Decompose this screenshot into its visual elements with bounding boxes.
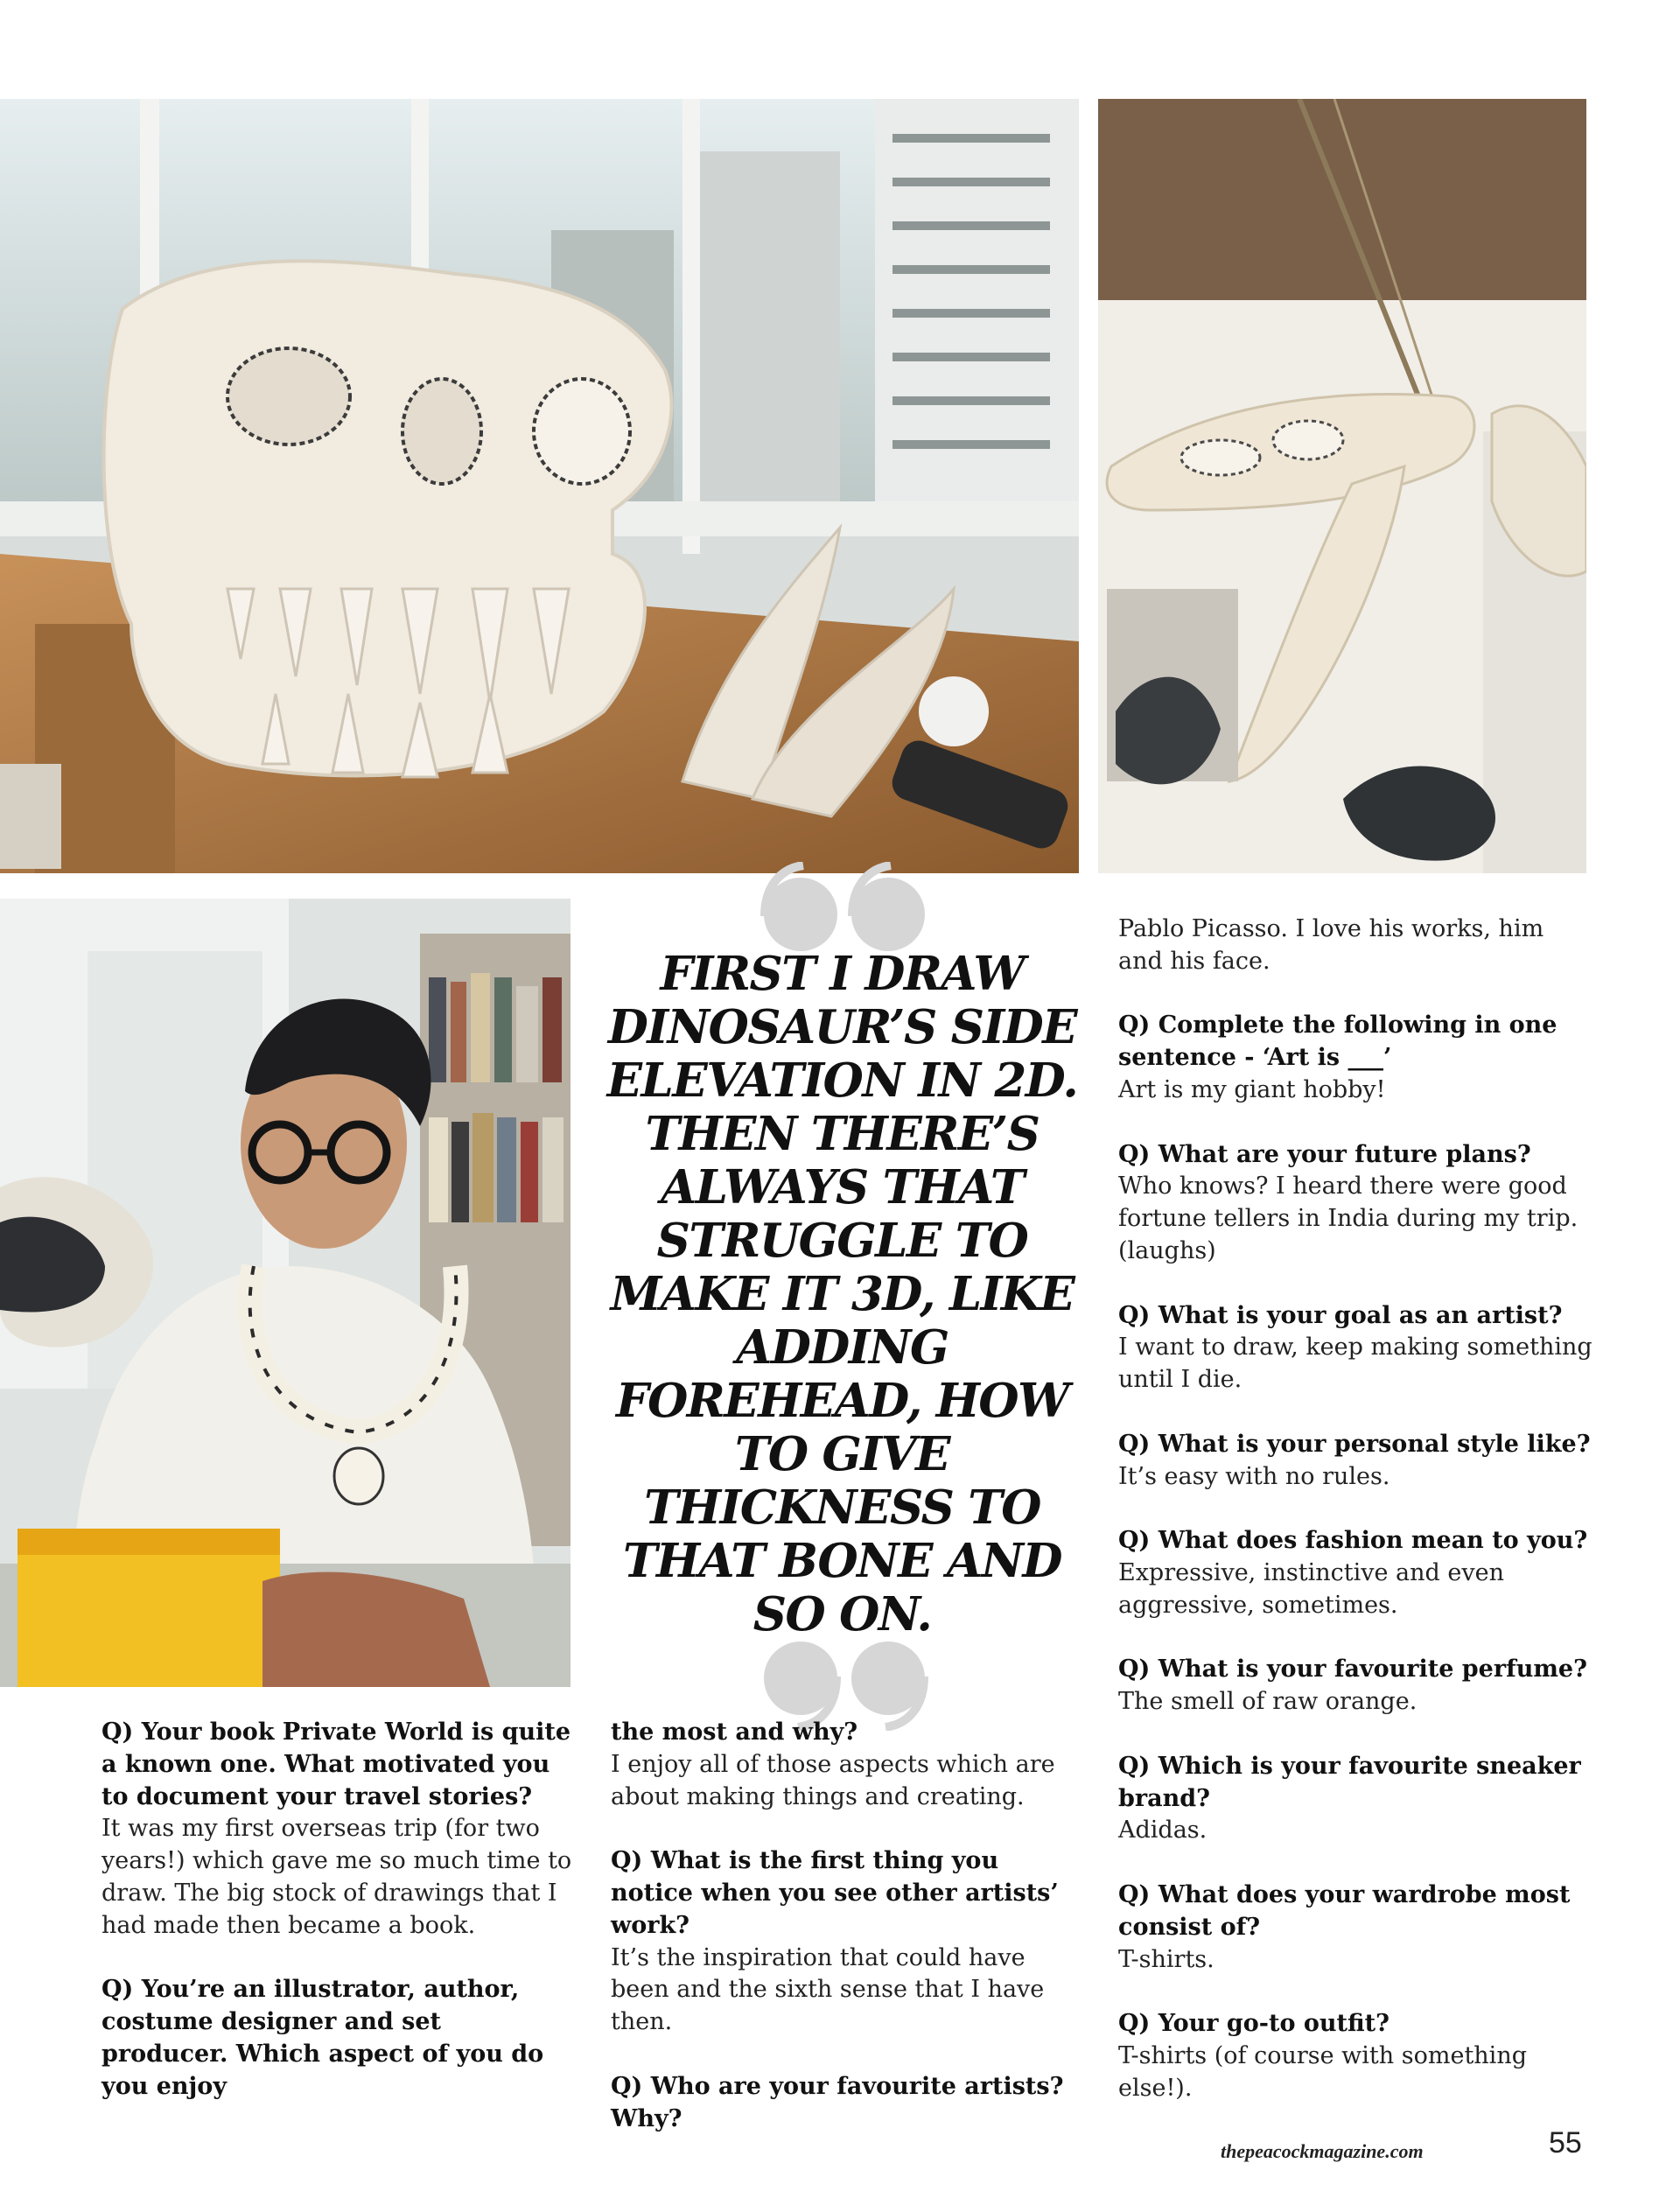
answer: T-shirts. <box>1118 1945 1214 1973</box>
question: Q) What is the first thing you notice when you see other artists’ work? <box>611 1847 1059 1939</box>
interview-column-middle <box>611 1717 1088 2135</box>
answer: Who knows? I heard there were good fortune tellers in India during my trip. (laughs) <box>1118 1172 1578 1264</box>
answer: Adidas. <box>1118 1816 1208 1844</box>
question: Q) What is your personal style like? <box>1118 1430 1591 1458</box>
answer: It’s easy with no rules. <box>1118 1462 1390 1490</box>
open-quote-icon <box>752 862 936 958</box>
photo-artist-portrait-drawing <box>0 899 570 1687</box>
question: Q) Complete the following in one sentence - ‘Art is ___’ <box>1118 1012 1558 1072</box>
answer: The smell of raw orange. <box>1118 1688 1418 1716</box>
question: Q) Which is your favourite sneaker brand? <box>1118 1752 1581 1812</box>
interview-column-right <box>1118 914 1595 2104</box>
answer: I want to draw, keep making something until I die. <box>1118 1334 1592 1394</box>
answer: I enjoy all of those aspects which are about making things and creating. <box>611 1750 1055 1810</box>
question: Q) You’re an illustrator, author, costume designer and set producer. Which aspect of you do you enjoy <box>102 1976 544 2100</box>
question: Q) What does fashion mean to you? <box>1118 1527 1588 1555</box>
question: Q) What does your wardrobe most consist of? <box>1118 1880 1571 1941</box>
photo-fabric-dinosaur-skull <box>0 99 1079 873</box>
question: the most and why? <box>611 1718 858 1746</box>
question: Q) Your book Private World is quite a known one. What motivated you to document your travel stories? <box>102 1718 571 1810</box>
photo-hanging-fabric-skull-drawing <box>1098 99 1586 873</box>
answer: Pablo Picasso. I love his works, him and his face. <box>1118 915 1544 975</box>
answer: T-shirts (of course with something else!). <box>1118 2041 1527 2102</box>
photo-artist-portrait <box>0 899 570 1687</box>
question: Q) What is your favourite perfume? <box>1118 1656 1587 1684</box>
footer-website-link[interactable]: thepeacockmagazine.com <box>1221 2140 1424 2162</box>
pull-quote: FIRST I DRAW DINOSAUR’S SIDE ELEVATION IN 2D. THEN THERE’S ALWAYS THAT STRUGGLE TO MAKE IT 3D, LIKE ADDING FOREHEAD, HOW TO GIVE THICKNESS TO THAT BONE AND SO ON. <box>606 947 1078 1642</box>
answer: It’s the inspiration that could have been and the sixth sense that I have then. <box>611 1943 1045 2036</box>
question: Q) Who are your favourite artists? Why? <box>611 2072 1064 2132</box>
answer: Art is my giant hobby! <box>1118 1075 1386 1103</box>
interview-column-left <box>102 1717 574 2104</box>
question: Q) What is your goal as an artist? <box>1118 1301 1563 1329</box>
answer: Expressive, instinctive and even aggressive, sometimes. <box>1118 1558 1504 1619</box>
photo-hanging-fabric-skull <box>1098 99 1586 873</box>
answer: It was my first overseas trip (for two years!) which gave me so much time to draw. The big stock of drawings that I had made then became a book. <box>102 1815 572 1939</box>
photo-fabric-dinosaur-skull-drawing <box>0 99 1079 873</box>
question: Q) What are your future plans? <box>1118 1140 1531 1168</box>
question: Q) Your go-to outfit? <box>1118 2010 1390 2038</box>
page-number: 55 <box>1549 2126 1582 2160</box>
